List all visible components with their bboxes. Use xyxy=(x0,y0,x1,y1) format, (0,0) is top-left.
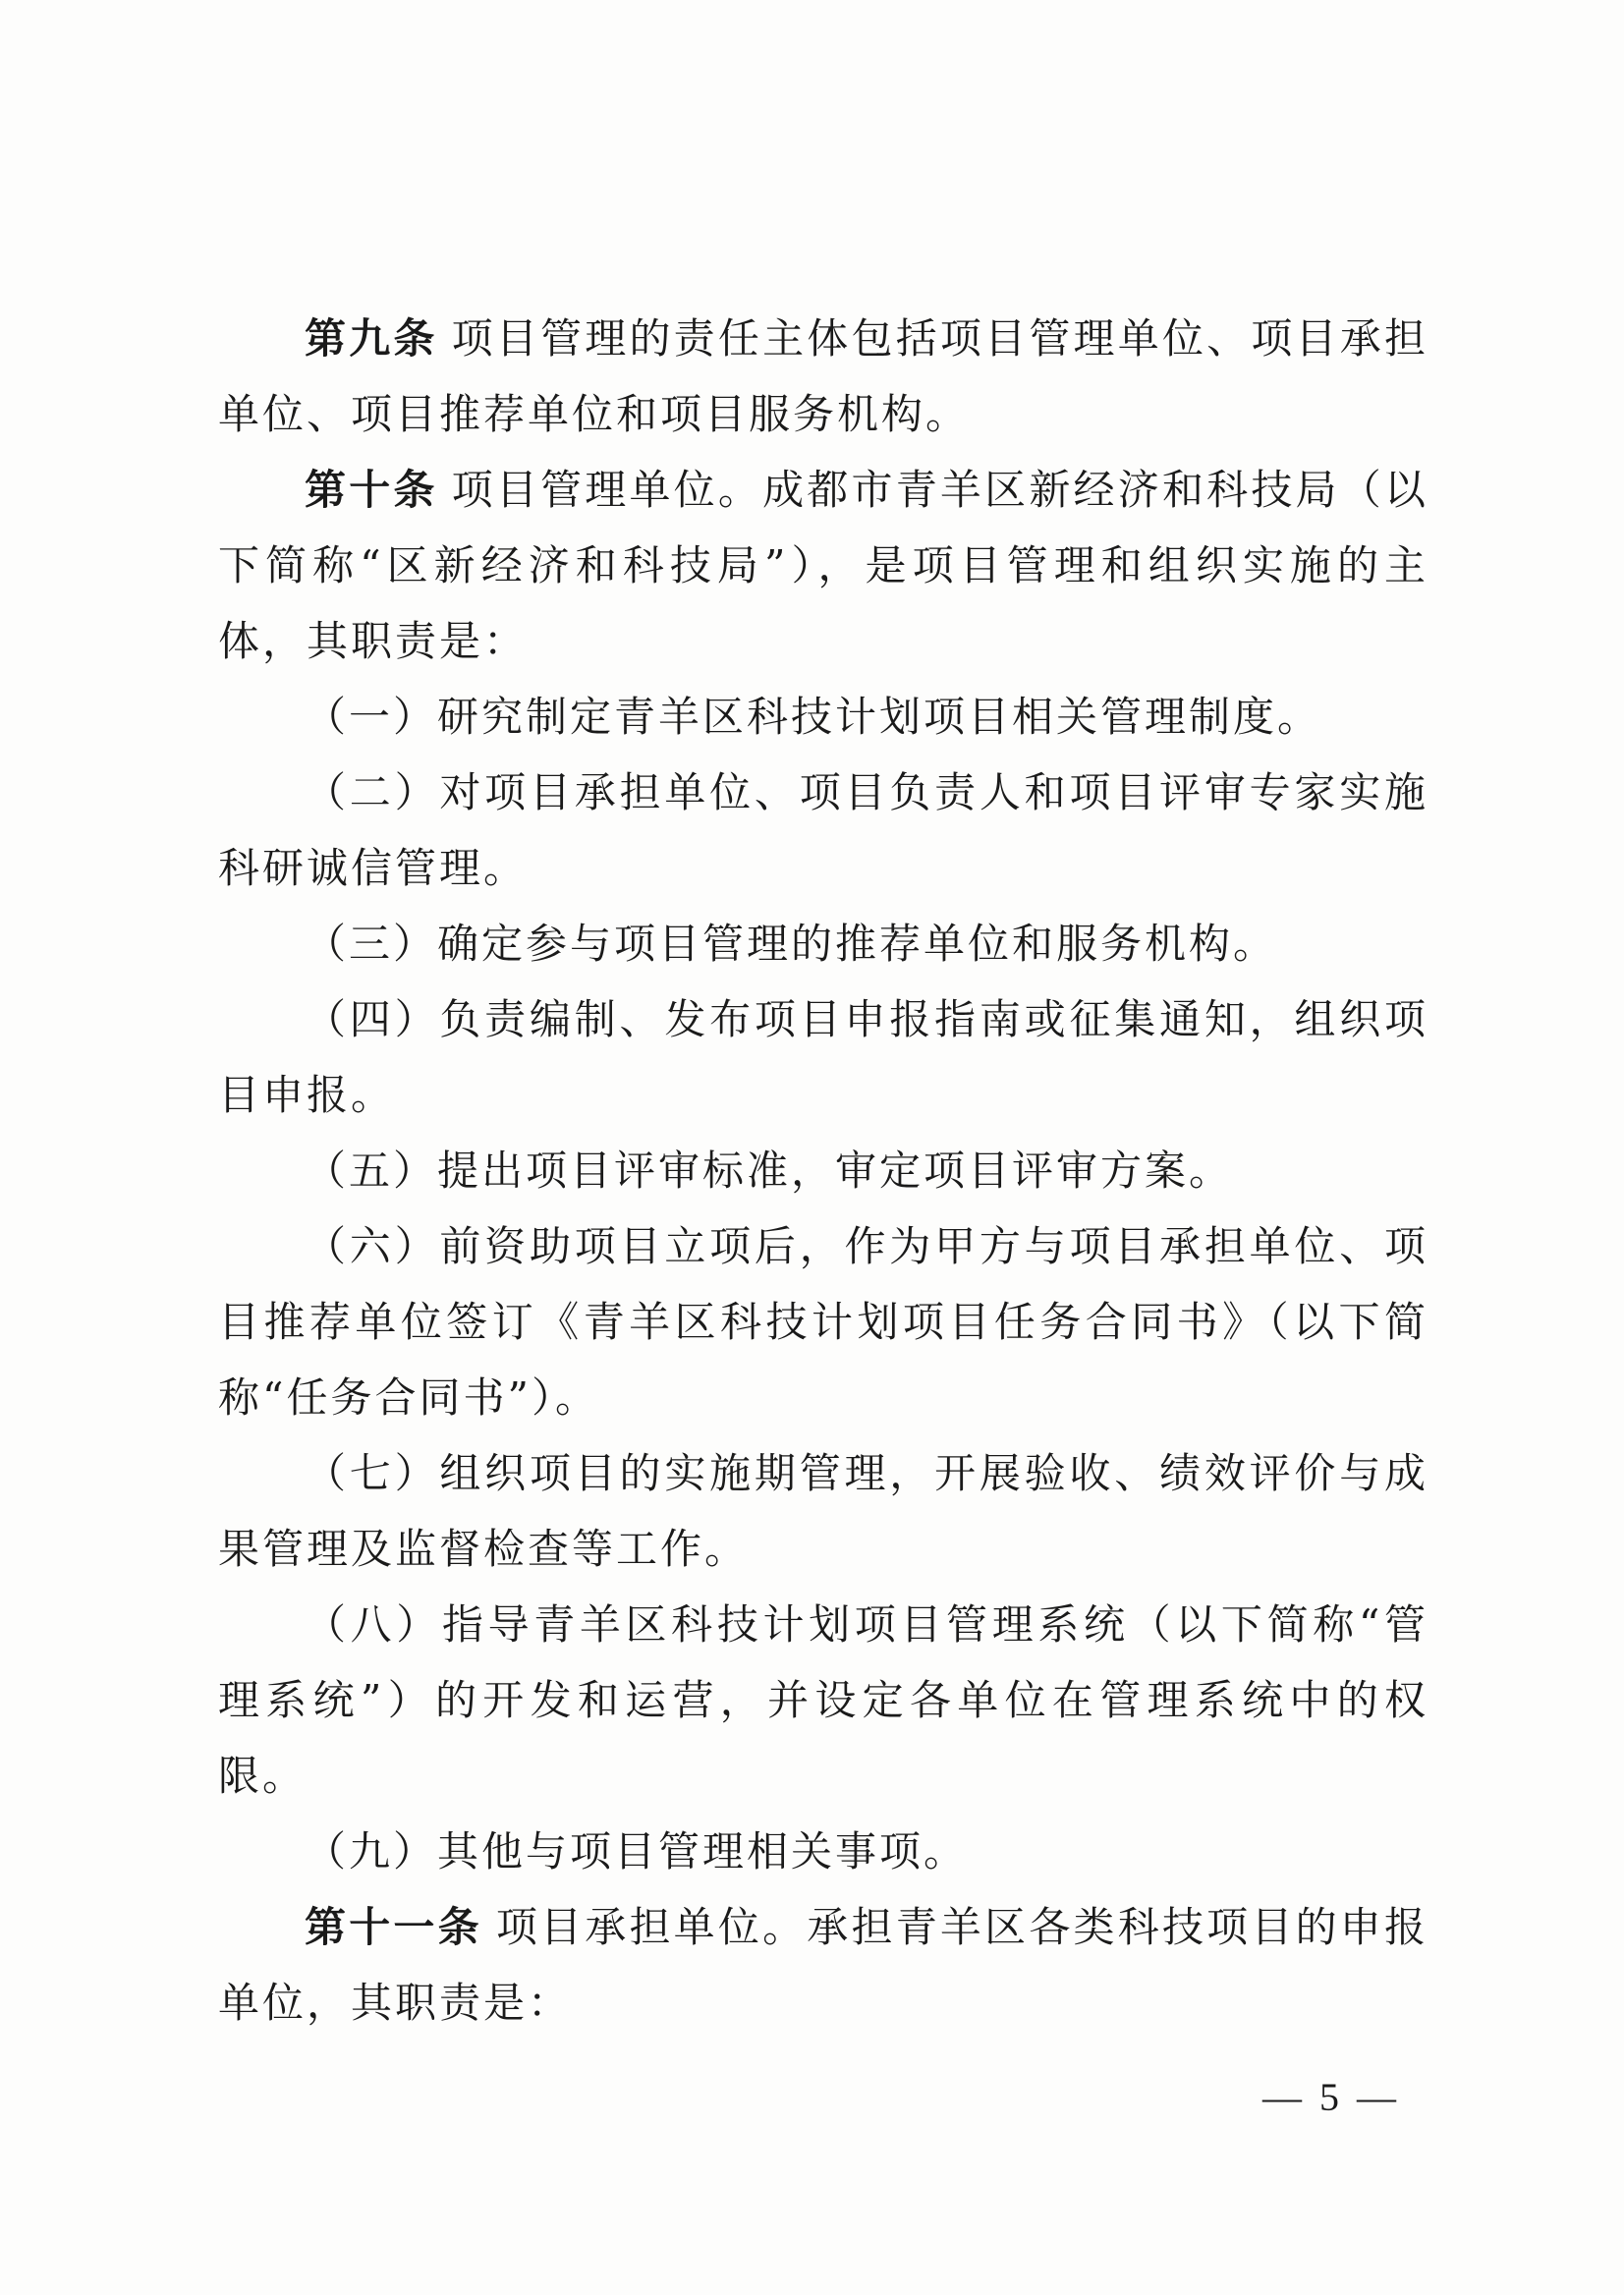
paragraph-text: 项目承担单位。承担青羊区各类科技项目的申报单位，其职责是： xyxy=(218,1903,1428,2027)
paragraph-article-11 xyxy=(218,1889,1428,2041)
list-item-8 xyxy=(218,1587,1428,1814)
paragraph-article-9 xyxy=(218,301,1428,452)
list-item-3 xyxy=(218,906,1428,981)
paragraph-text: （六）前资助项目立项后，作为甲方与项目承担单位、项目推荐单位签订《青羊区科技计划项目任务合同书》（以下简称“任务合同书”）。 xyxy=(218,1222,1428,1422)
page-number: — 5 — xyxy=(1262,2075,1400,2119)
list-item-6 xyxy=(218,1208,1428,1435)
paragraph-text: 项目管理单位。成都市青羊区新经济和科技局（以下简称“区新经济和科技局”），是项目管理和组织实施的主体，其职责是： xyxy=(218,466,1428,665)
paragraph-text: （九）其他与项目管理相关事项。 xyxy=(305,1827,969,1875)
paragraph-article-10 xyxy=(218,452,1428,679)
paragraph-text: （七）组织项目的实施期管理，开展验收、绩效评价与成果管理及监督检查等工作。 xyxy=(218,1449,1428,1573)
article-heading: 第十一条 xyxy=(305,1903,482,1951)
list-item-9 xyxy=(218,1814,1428,1889)
paragraph-text: （五）提出项目评审标准，审定项目评审方案。 xyxy=(305,1147,1234,1195)
paragraph-text: （二）对项目承担单位、项目负责人和项目评审专家实施科研诚信管理。 xyxy=(218,768,1428,892)
paragraph-text: 项目管理的责任主体包括项目管理单位、项目承担单位、项目推荐单位和项目服务机构。 xyxy=(218,314,1428,438)
paragraph-text: （一）研究制定青羊区科技计划项目相关管理制度。 xyxy=(305,693,1322,741)
list-item-7 xyxy=(218,1435,1428,1587)
article-heading: 第十条 xyxy=(305,466,438,514)
list-item-5 xyxy=(218,1133,1428,1208)
article-heading: 第九条 xyxy=(305,314,438,363)
list-item-4 xyxy=(218,981,1428,1133)
list-item-2 xyxy=(218,755,1428,906)
paragraph-text: （八）指导青羊区科技计划项目管理系统（以下简称“管理系统”）的开发和运营，并设定各单位在管理系统中的权限。 xyxy=(218,1600,1428,1800)
list-item-1 xyxy=(218,679,1428,755)
paragraph-text: （四）负责编制、发布项目申报指南或征集通知，组织项目申报。 xyxy=(218,995,1428,1119)
paragraph-text: （三）确定参与项目管理的推荐单位和服务机构。 xyxy=(305,920,1278,968)
document-body xyxy=(218,301,1428,2041)
